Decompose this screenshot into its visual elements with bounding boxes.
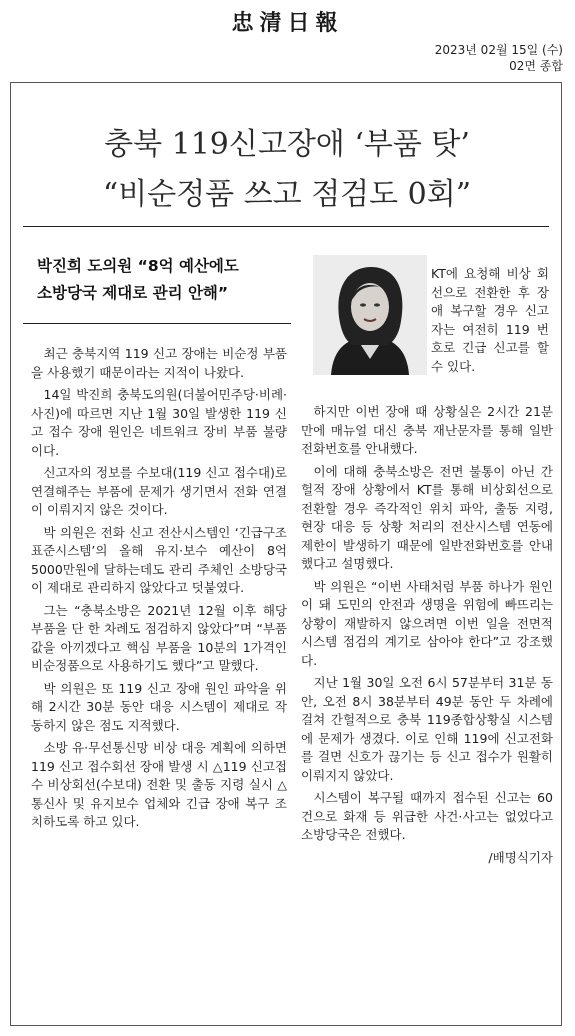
page-section: 02면 종합 (509, 59, 563, 73)
paragraph: 지난 1월 30일 오전 6시 57분부터 31분 동안, 오전 8시 38분부터 49분 동안 두 차례에 걸쳐 간헐적으로 충북 119종합상황실 시스템에 문제가 생겼다. 이로 인해 119에 신고전화를 걸면 신호가 끊기는 등 신고 접수가 원활히 이뤄지지 않았다. (301, 675, 553, 783)
paragraph: 박 의원은 전화 신고 전산시스템인 ‘긴급구조 표준시스템’의 올해 유지·보수 예산이 8억5000만원에 달하는데도 관리 주체인 소방당국이 제대로 관리하지 않았다고 덧붙였다. (31, 524, 287, 595)
headline-divider (23, 226, 549, 227)
paragraph: 이에 대해 충북소방은 전면 불통이 아닌 간헐적 장애 상황에서 KT를 통해 비상회선으로 전환할 경우 즉각적인 위치 파악, 출동 지령, 현장 대응 등 상황 처리의 전산시스템 연동에 제한이 발생하기 때문에 일반전화번호를 안내했다고 설명했다. (301, 463, 553, 571)
newspaper-masthead: 忠清日報 (231, 10, 344, 36)
paragraph: 박 의원은 또 119 신고 장애 원인 파악을 위해 2시간 30분 동안 대응 시스템이 제대로 작동하지 않은 점도 지적했다. (31, 680, 287, 733)
paragraph: 14일 박진희 충북도의원(더불어민주당·비례·사진)에 따르면 지난 1월 30일 발생한 119 신고 접수 장애 원인은 네트워크 장비 부품 불량이다. (31, 387, 287, 458)
subheadline (37, 253, 307, 307)
paragraph: 박 의원은 “이번 사태처럼 부품 하나가 원인이 돼 도민의 안전과 생명을 위험에 빠뜨리는 상황이 재발하지 않으려면 이번 일을 전면적 시스템 점검의 계기로 삼아야 한다”고 강조했다. (301, 578, 553, 668)
paragraph: 최근 충북지역 119 신고 장애는 비순정 부품을 사용했기 때문이라는 지적이 나왔다. (31, 346, 287, 380)
dateline (435, 42, 563, 74)
headline-line-1: 충북 119신고장애 ‘부품 탓’ (104, 127, 470, 162)
portrait-image (313, 255, 427, 375)
paragraph: 그는 “충북소방은 2021년 12월 이후 해당 부품을 단 한 차례도 점검하지 않았다”며 “부품값을 아끼겠다고 핵심 부품을 10분의 1가격인 비순정품으로 사용하기도 했다”고 말했다. (31, 602, 287, 673)
subheadline-line-2: 소방당국 제대로 관리 안해” (37, 284, 229, 302)
headline-line-2: “비순정품 쓰고 점검도 0회” (102, 177, 472, 212)
article-column-left (31, 345, 287, 836)
reporter-byline: /배명식기자 (488, 849, 553, 865)
paragraph: 신고자의 정보를 수보대(119 신고 접수대)로 연결해주는 부품에 문제가 생기면서 전화 연결이 이뤄지지 않은 것이다. (31, 465, 287, 517)
paragraph: 하지만 이번 장애 때 상황실은 2시간 21분 만에 매뉴얼 대신 충북 재난문자를 통해 일반 전화번호를 안내했다. (301, 404, 553, 456)
article-column-right-top (431, 265, 549, 380)
article-clipping (10, 82, 562, 1026)
paragraph: 소방 유·무선통신망 비상 대응 계획에 의하면 119 신고 접수회선 장애 발생 시 △119 신고접수 비상회선(수보대) 전환 및 출동 지령 실시 △통신사 및 유지보수 업체와 긴급 장애 복구 조치하도록 하고 있다. (31, 740, 287, 829)
subheadline-line-1: 박진희 도의원 “8억 예산에도 (37, 257, 239, 275)
paragraph: 시스템이 복구될 때까지 접수된 신고는 60건으로 화재 등 위급한 사건·사고는 없었다고 소방당국은 전했다. (301, 790, 553, 842)
publication-date: 2023년 02월 15일 (수) (434, 43, 563, 57)
paragraph: KT에 요청해 비상 회선으로 전환한 후 장애 복구할 경우 신고자는 여전히 119 번호로 긴급 신고를 할 수 있다. (431, 266, 549, 374)
subheadline-divider (23, 323, 291, 324)
article-column-right (301, 403, 553, 867)
portrait-photo (313, 255, 427, 375)
